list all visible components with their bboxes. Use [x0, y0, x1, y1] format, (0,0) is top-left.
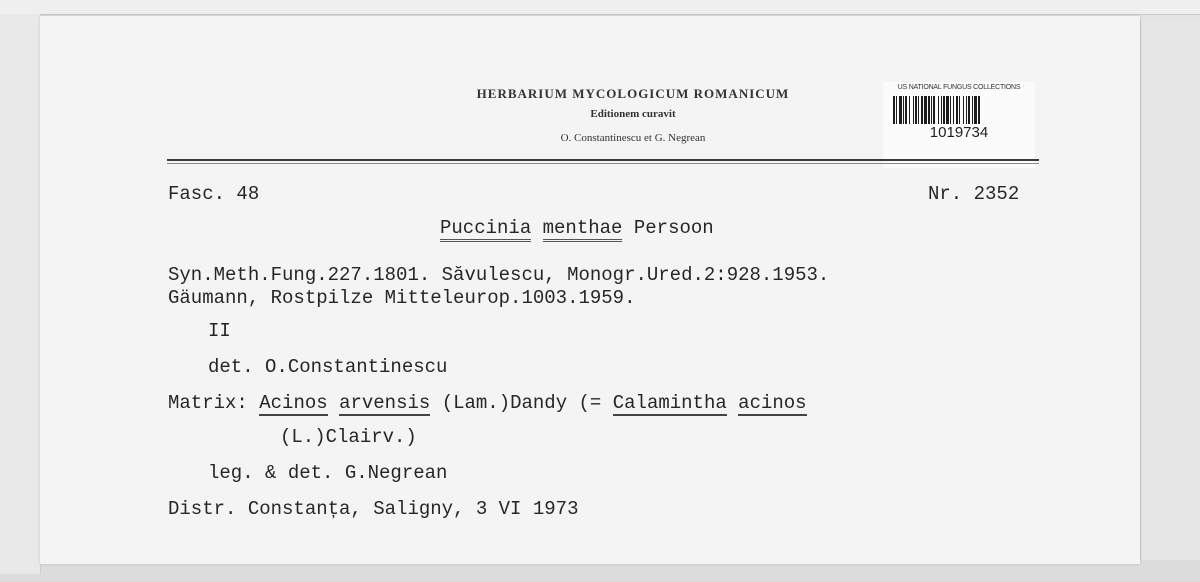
matrix-line: [168, 392, 807, 414]
header-rule: [167, 159, 1039, 161]
species-name: [440, 217, 714, 239]
herbarium-editors: O. Constantinescu et G. Negrean: [560, 132, 706, 144]
host-synonym-genus: Calamintha: [612, 392, 727, 414]
specimen-label: [40, 16, 1140, 564]
species-genus: Puccinia: [440, 217, 531, 242]
exsiccata-number: Nr. 2352: [928, 183, 1020, 205]
host-epithet: arvensis: [339, 392, 431, 414]
host-synonym-author: (L.)Clairv.): [280, 426, 417, 448]
species-author: Persoon: [633, 217, 714, 239]
fascicle-number: Fasc. 48: [168, 183, 260, 205]
barcode-caption: US NATIONAL FUNGUS COLLECTIONS: [897, 84, 1021, 91]
synonymy-line-1: Syn.Meth.Fung.227.1801. Săvulescu, Monogr.Ured.2:928.1953.: [168, 264, 830, 286]
herbarium-subtitle: Editionem curavit: [590, 108, 676, 120]
matrix-prefix: Matrix:: [168, 392, 248, 414]
barcode-icon: [893, 96, 1027, 124]
host-author: (Lam.)Dandy (=: [441, 392, 602, 414]
host-synonym-epithet: acinos: [738, 392, 807, 414]
header-rule-thin: [167, 163, 1039, 164]
label-header: [40, 16, 1140, 176]
barcode-number: 1019734: [929, 124, 989, 141]
herbarium-title: HERBARIUM MYCOLOGICUM ROMANICUM: [476, 86, 790, 101]
collector: leg. & det. G.Negrean: [208, 462, 448, 484]
right-sheet-edge: [1140, 20, 1200, 560]
barcode-label: [883, 82, 1035, 168]
species-epithet: menthae: [543, 217, 623, 242]
host-genus: Acinos: [259, 392, 328, 414]
determiner: det. O.Constantinescu: [208, 356, 448, 378]
top-sheet-edge: [0, 0, 1200, 15]
left-sheet-edge: [0, 14, 41, 574]
synonymy-line-2: Gäumann, Rostpilze Mitteleurop.1003.1959.: [168, 287, 636, 309]
spore-stage: II: [208, 320, 231, 342]
locality-date: Distr. Constanța, Saligny, 3 VI 1973: [168, 498, 579, 520]
